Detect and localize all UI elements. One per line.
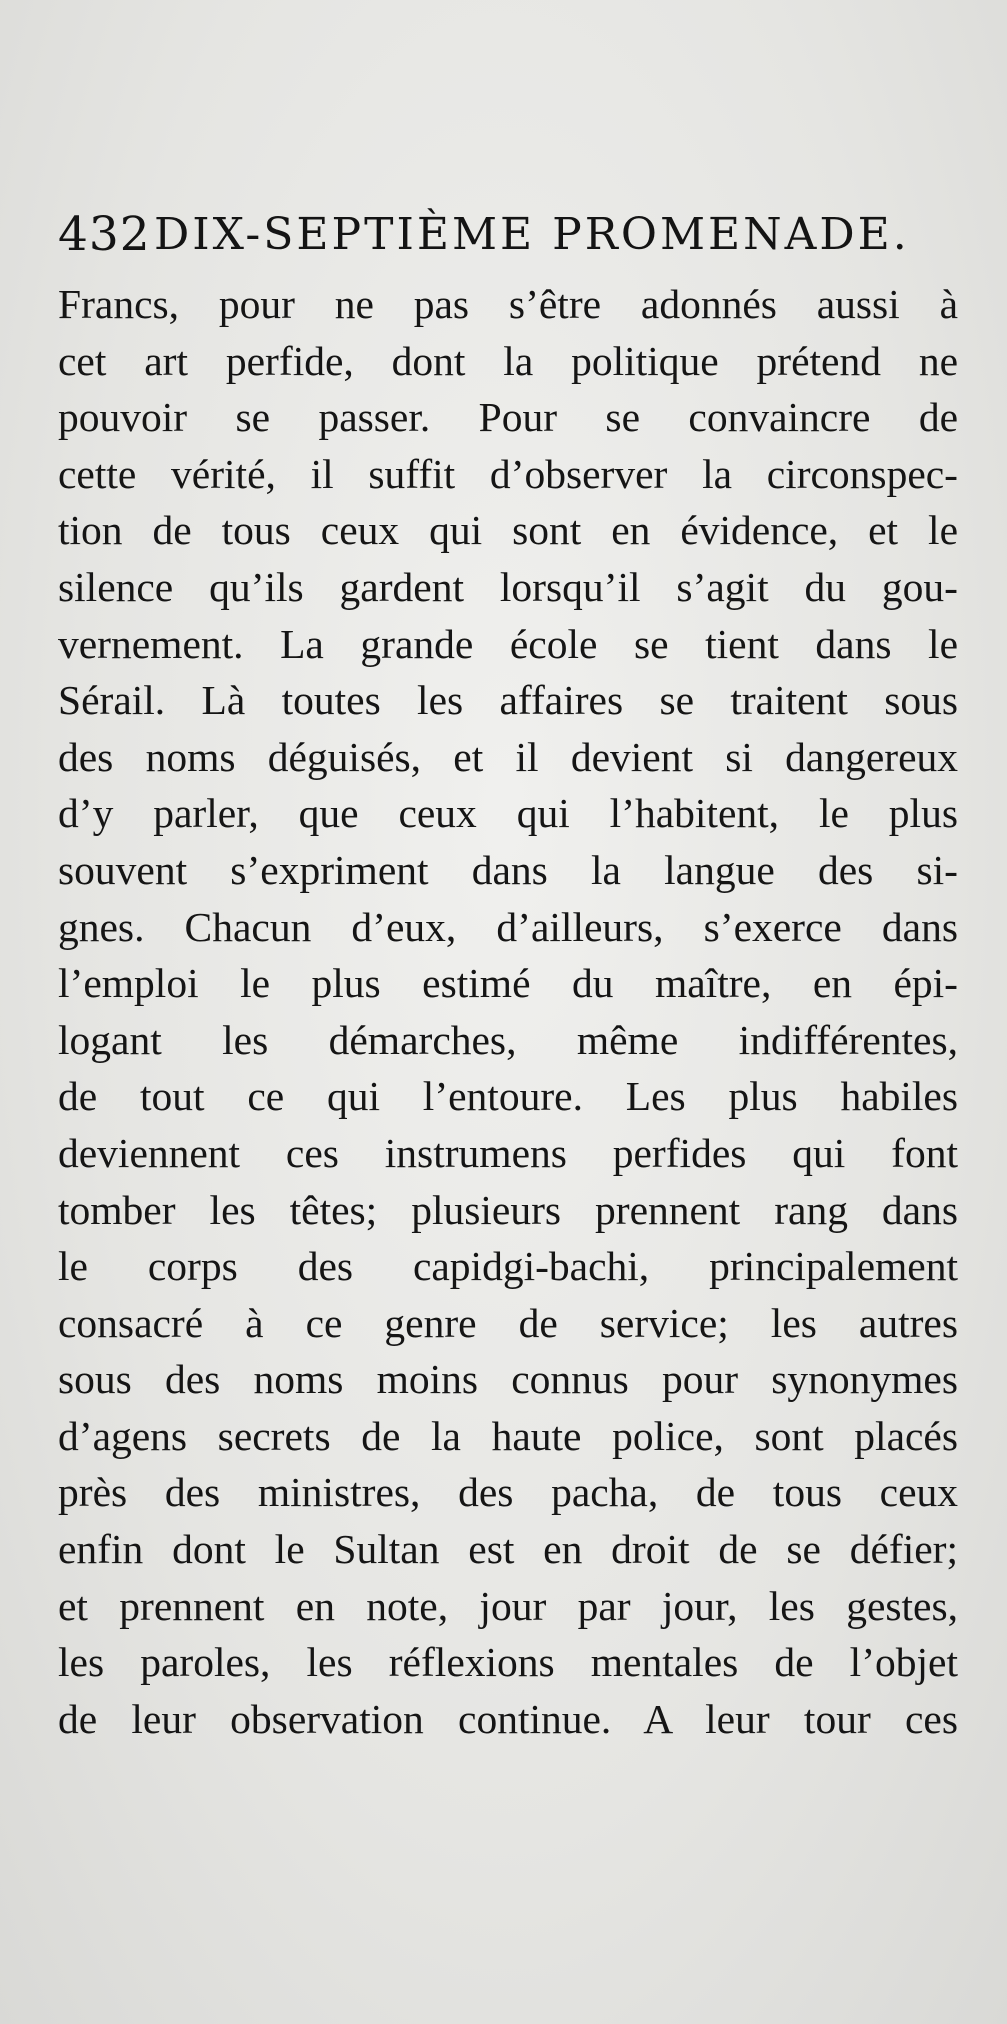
text-line: enfin dont le Sultan est en droit de se défier; [58,1526,958,1573]
text-line: des noms déguisés, et il devient si dangereux [58,733,958,780]
text-line: les paroles, les réflexions mentales de l’objet [58,1639,958,1686]
text-line: consacré à ce genre de service; les autres [58,1299,958,1346]
text-line: de tout ce qui l’entoure. Les plus habiles [58,1073,958,1120]
text-line: sous des noms moins connus pour synonymes [58,1356,958,1403]
text-line: d’y parler, que ceux qui l’habitent, le plus [58,790,958,837]
text-line: Sérail. Là toutes les affaires se traitent sous [58,677,958,724]
text-line: souvent s’expriment dans la langue des si- [58,846,958,893]
text-line: et prennent en note, jour par jour, les gestes, [58,1582,958,1629]
body-text [58,276,958,1747]
text-line: tomber les têtes; plusieurs prennent rang dans [58,1186,958,1233]
text-line: vernement. La grande école se tient dans le [58,620,958,667]
text-line: le corps des capidgi-bachi, principalement [58,1243,958,1290]
text-line: pouvoir se passer. Pour se convaincre de [58,394,958,441]
text-line: cet art perfide, dont la politique prétend ne [58,337,958,384]
text-line: tion de tous ceux qui sont en évidence, et le [58,507,958,554]
text-line: de leur observation continue. A leur tour ces [58,1695,958,1742]
text-line: d’agens secrets de la haute police, sont placés [58,1412,958,1459]
page-header [58,205,938,265]
page-number: 432 [58,207,151,262]
text-line: silence qu’ils gardent lorsqu’il s’agit du gou- [58,563,958,610]
text-line: gnes. Chacun d’eux, d’ailleurs, s’exerce dans [58,903,958,950]
text-line: près des ministres, des pacha, de tous ceux [58,1469,958,1516]
text-line: deviennent ces instrumens perfides qui font [58,1129,958,1176]
text-line: logant les démarches, même indifférentes, [58,1016,958,1063]
running-title: DIX-SEPTIÈME PROMENADE. [154,209,910,260]
text-line: cette vérité, il suffit d’observer la circonspec- [58,450,958,497]
text-line: l’emploi le plus estimé du maître, en épi- [58,960,958,1007]
text-line: Francs, pour ne pas s’être adonnés aussi à [58,281,958,327]
